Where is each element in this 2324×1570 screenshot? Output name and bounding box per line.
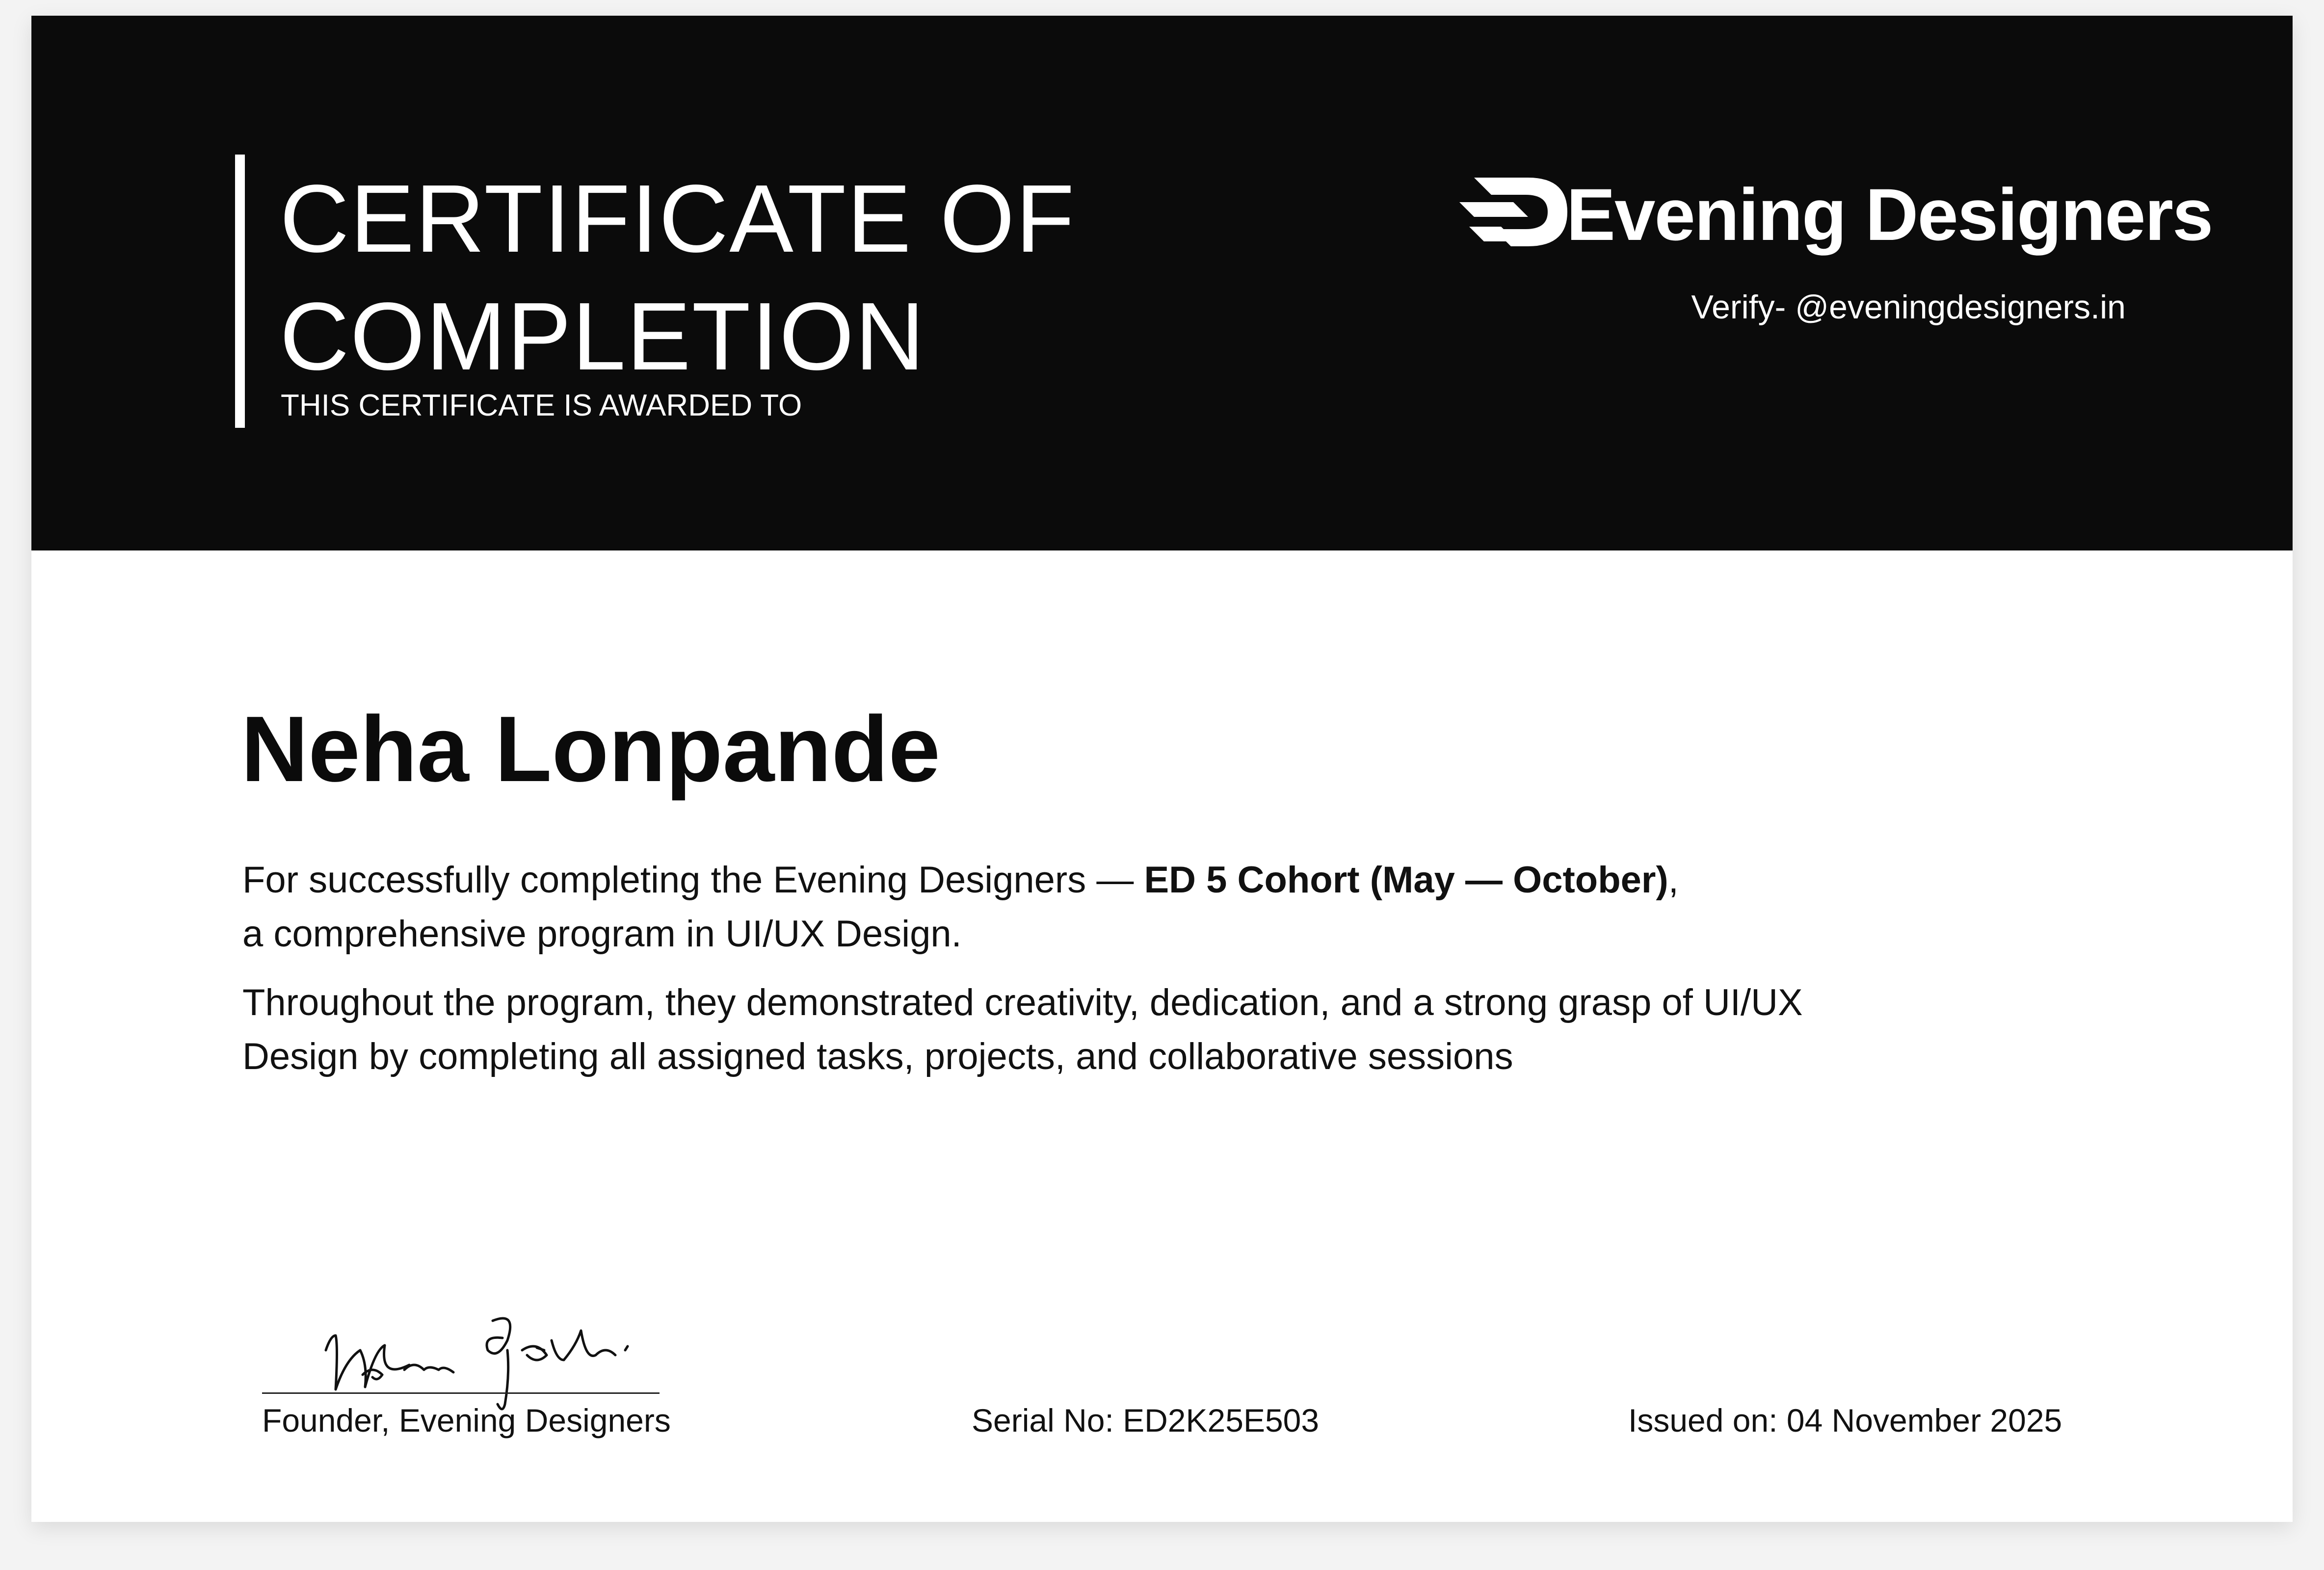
completion-text-prefix: For successfully completing the Evening Designers —: [242, 859, 1144, 901]
achievement-paragraph: [242, 976, 1803, 1084]
recipient-name: Neha Lonpande: [241, 697, 941, 801]
handwritten-signature: [262, 1291, 674, 1419]
program-description: a comprehensive program in UI/UX Design.: [242, 913, 962, 955]
certificate-title-line-2: COMPLETION: [280, 283, 925, 390]
awarded-to-label: THIS CERTIFICATE IS AWARDED TO: [281, 389, 802, 422]
achievement-line-1: Throughout the program, they demonstrated creativity, dedication, and a strong grasp of UI/UX: [242, 982, 1803, 1023]
signature-line: [262, 1392, 660, 1394]
completion-text-suffix: ,: [1668, 859, 1679, 901]
achievement-line-2: Design by completing all assigned tasks, projects, and collaborative sessions: [242, 1036, 1513, 1077]
verify-text: Verify- @eveningdesigners.in: [1691, 288, 2126, 326]
issue-date: Issued on: 04 November 2025: [1628, 1402, 2062, 1439]
completion-paragraph: [242, 853, 1679, 961]
title-accent-bar: [235, 155, 245, 428]
brand-name: Evening Designers: [1566, 173, 2213, 256]
evening-designers-logo-icon: [1454, 163, 1582, 261]
certificate-title-line-1: CERTIFICATE OF: [280, 165, 1076, 272]
signatory-title: Founder, Evening Designers: [262, 1402, 671, 1439]
certificate: [31, 16, 2293, 1522]
cohort-name: ED 5 Cohort (May — October): [1144, 859, 1668, 901]
certificate-header: [31, 16, 2293, 550]
serial-number: Serial No: ED2K25E503: [972, 1402, 1320, 1439]
